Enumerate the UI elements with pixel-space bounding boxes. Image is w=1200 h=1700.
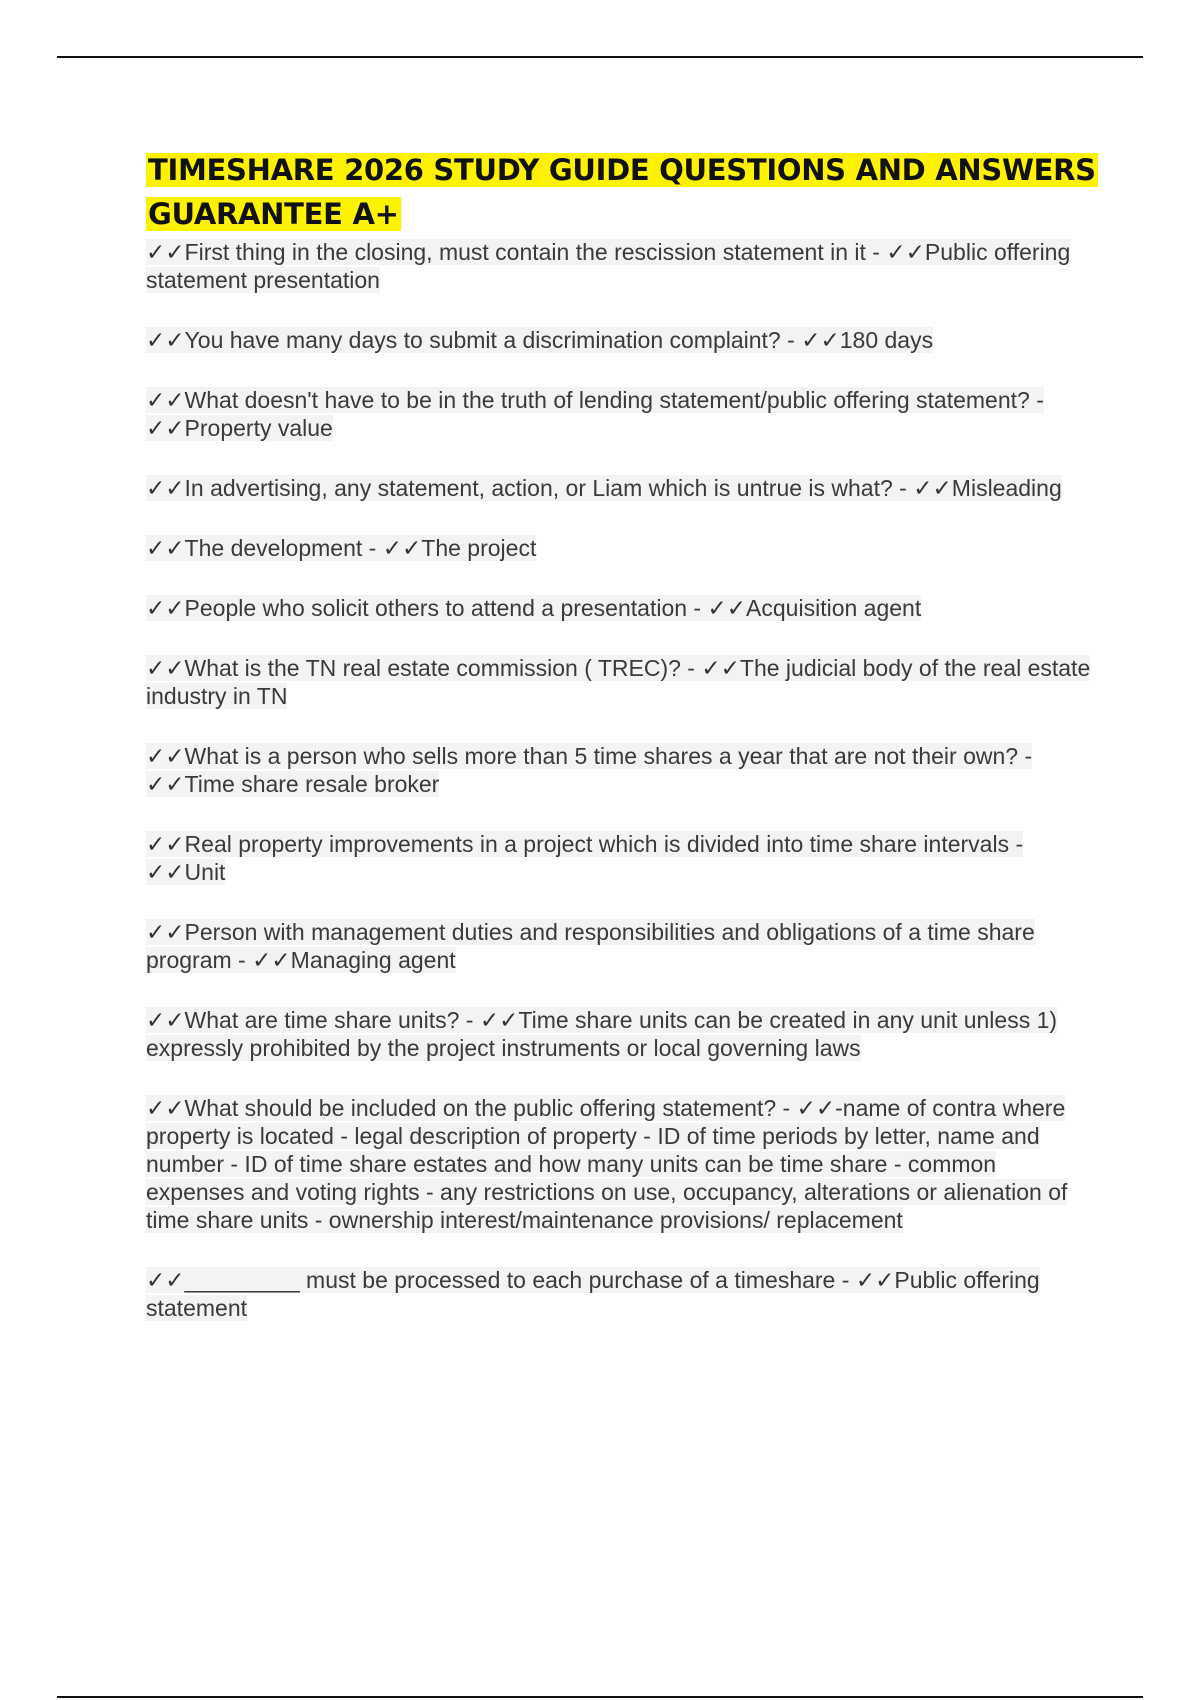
qa-text: ✓✓The development - ✓✓The project xyxy=(146,535,537,561)
check-mark-icon: ✓✓ xyxy=(913,475,952,501)
qa-item xyxy=(146,742,1096,798)
question-text: The development xyxy=(184,535,363,561)
qa-item xyxy=(146,534,1096,562)
top-rule xyxy=(57,56,1143,58)
check-mark-icon: ✓✓ xyxy=(146,771,185,797)
question-text: First thing in the closing, must contain the rescission statement in it xyxy=(184,239,866,265)
question-text: You have many days to submit a discrimination complaint? xyxy=(184,327,781,353)
qa-item xyxy=(146,1094,1096,1234)
check-mark-icon: ✓✓ xyxy=(796,1095,836,1121)
question-text: What should be included on the public offering statement? xyxy=(184,1095,777,1121)
qa-text: ✓✓What should be included on the public offering statement? - ✓✓-name of contra where property is located - legal description of property - ID of time periods by letter, name and number - ID of time share estates and how many units can be time share - common expenses and voting rights - any restrictions on use, occupancy, alterations or alienation of time share units - ownership interest/maintenance provisions/ replacement xyxy=(146,1095,1068,1233)
qa-item xyxy=(146,594,1096,622)
qa-text: ✓✓What is a person who sells more than 5 time shares a year that are not their own? - ✓✓Time share resale broker xyxy=(146,743,1033,797)
answer-text: The project xyxy=(421,535,537,561)
check-mark-icon: ✓✓ xyxy=(146,475,185,501)
check-mark-icon: ✓✓ xyxy=(146,743,185,769)
question-text: What doesn't have to be in the truth of lending statement/public offering statement? xyxy=(184,387,1030,413)
check-mark-icon: ✓✓ xyxy=(146,831,185,857)
check-mark-icon: ✓✓ xyxy=(146,859,185,885)
answer-text: Public offering statement xyxy=(146,1267,1040,1321)
question-text: People who solicit others to attend a presentation xyxy=(184,595,688,621)
check-mark-icon: ✓✓ xyxy=(146,239,185,265)
qa-text: ✓✓You have many days to submit a discrimination complaint? - ✓✓180 days xyxy=(146,327,934,353)
answer-text: -name of contra where property is located - legal description of property - ID of time periods by letter, name and number - ID of time share estates and how many units can be time share - common expenses and voting rights - any restrictions on use, occupancy, alterations or alienation of time share units - ownership interest/maintenance provisions/ replacement xyxy=(146,1095,1068,1233)
qa-item xyxy=(146,474,1096,502)
bottom-rule xyxy=(57,1696,1143,1698)
qa-item xyxy=(146,830,1096,886)
check-mark-icon: ✓✓ xyxy=(252,947,291,973)
qa-item xyxy=(146,238,1096,294)
check-mark-icon: ✓✓ xyxy=(146,415,185,441)
document-title: TIMESHARE 2026 STUDY GUIDE QUESTIONS AND ANSWERS GUARANTEE A+ xyxy=(148,153,1096,231)
answer-text: Misleading xyxy=(951,475,1062,501)
answer-text: Unit xyxy=(184,859,226,885)
question-text: Person with management duties and responsibilities and obligations of a time share program xyxy=(146,919,1035,973)
question-text: _________ must be processed to each purchase of a timeshare xyxy=(184,1267,836,1293)
qa-text: ✓✓People who solicit others to attend a presentation - ✓✓Acquisition agent xyxy=(146,595,922,621)
answer-text: The judicial body of the real estate industry in TN xyxy=(146,655,1091,709)
check-mark-icon: ✓✓ xyxy=(146,387,185,413)
qa-item xyxy=(146,654,1096,710)
check-mark-icon: ✓✓ xyxy=(801,327,840,353)
qa-text: ✓✓Person with management duties and responsibilities and obligations of a time share program - ✓✓Managing agent xyxy=(146,919,1035,973)
qa-text: ✓✓Real property improvements in a project which is divided into time share intervals - ✓✓Unit xyxy=(146,831,1024,885)
check-mark-icon: ✓✓ xyxy=(146,535,185,561)
qa-item xyxy=(146,918,1096,974)
qa-text: ✓✓_________ must be processed to each purchase of a timeshare - ✓✓Public offering statement xyxy=(146,1267,1040,1321)
check-mark-icon: ✓✓ xyxy=(146,919,185,945)
answer-text: 180 days xyxy=(839,327,934,353)
qa-item xyxy=(146,386,1096,442)
question-text: What is a person who sells more than 5 time shares a year that are not their own? xyxy=(184,743,1019,769)
answer-text: Managing agent xyxy=(290,947,456,973)
qa-text: ✓✓What is the TN real estate commission ( TREC)? - ✓✓The judicial body of the real estate industry in TN xyxy=(146,655,1091,709)
answer-text: Acquisition agent xyxy=(746,595,922,621)
question-text: Real property improvements in a project which is divided into time share intervals xyxy=(184,831,1010,857)
check-mark-icon: ✓✓ xyxy=(479,1007,519,1033)
qa-text: ✓✓What doesn't have to be in the truth of lending statement/public offering statement? - ✓✓Property value xyxy=(146,387,1044,441)
answer-text: Public offering statement presentation xyxy=(146,239,1071,293)
check-mark-icon: ✓✓ xyxy=(855,1267,895,1293)
check-mark-icon: ✓✓ xyxy=(146,595,185,621)
qa-text: ✓✓First thing in the closing, must contain the rescission statement in it - ✓✓Public offering statement presentation xyxy=(146,239,1071,293)
check-mark-icon: ✓✓ xyxy=(707,595,747,621)
answer-text: Time share resale broker xyxy=(184,771,440,797)
check-mark-icon: ✓✓ xyxy=(382,535,422,561)
check-mark-icon: ✓✓ xyxy=(146,655,185,681)
answer-text: Time share units can be created in any unit unless 1) expressly prohibited by the project instruments or local governing laws xyxy=(146,1007,1058,1061)
qa-text: ✓✓In advertising, any statement, action, or Liam which is untrue is what? - ✓✓Misleading xyxy=(146,475,1062,501)
answer-text: Property value xyxy=(184,415,333,441)
qa-item xyxy=(146,326,1096,354)
qa-item xyxy=(146,1006,1096,1062)
check-mark-icon: ✓✓ xyxy=(146,1267,185,1293)
check-mark-icon: ✓✓ xyxy=(146,1095,185,1121)
qa-item xyxy=(146,1266,1096,1322)
qa-text: ✓✓What are time share units? - ✓✓Time share units can be created in any unit unless 1) expressly prohibited by the project instruments or local governing laws xyxy=(146,1007,1058,1061)
document-body xyxy=(146,148,1096,1354)
check-mark-icon: ✓✓ xyxy=(886,239,925,265)
check-mark-icon: ✓✓ xyxy=(146,327,185,353)
question-text: What are time share units? xyxy=(184,1007,460,1033)
question-text: In advertising, any statement, action, or Liam which is untrue is what? xyxy=(184,475,893,501)
check-mark-icon: ✓✓ xyxy=(146,1007,185,1033)
question-text: What is the TN real estate commission ( TREC)? xyxy=(184,655,681,681)
qa-list xyxy=(146,238,1096,1322)
check-mark-icon: ✓✓ xyxy=(701,655,740,681)
